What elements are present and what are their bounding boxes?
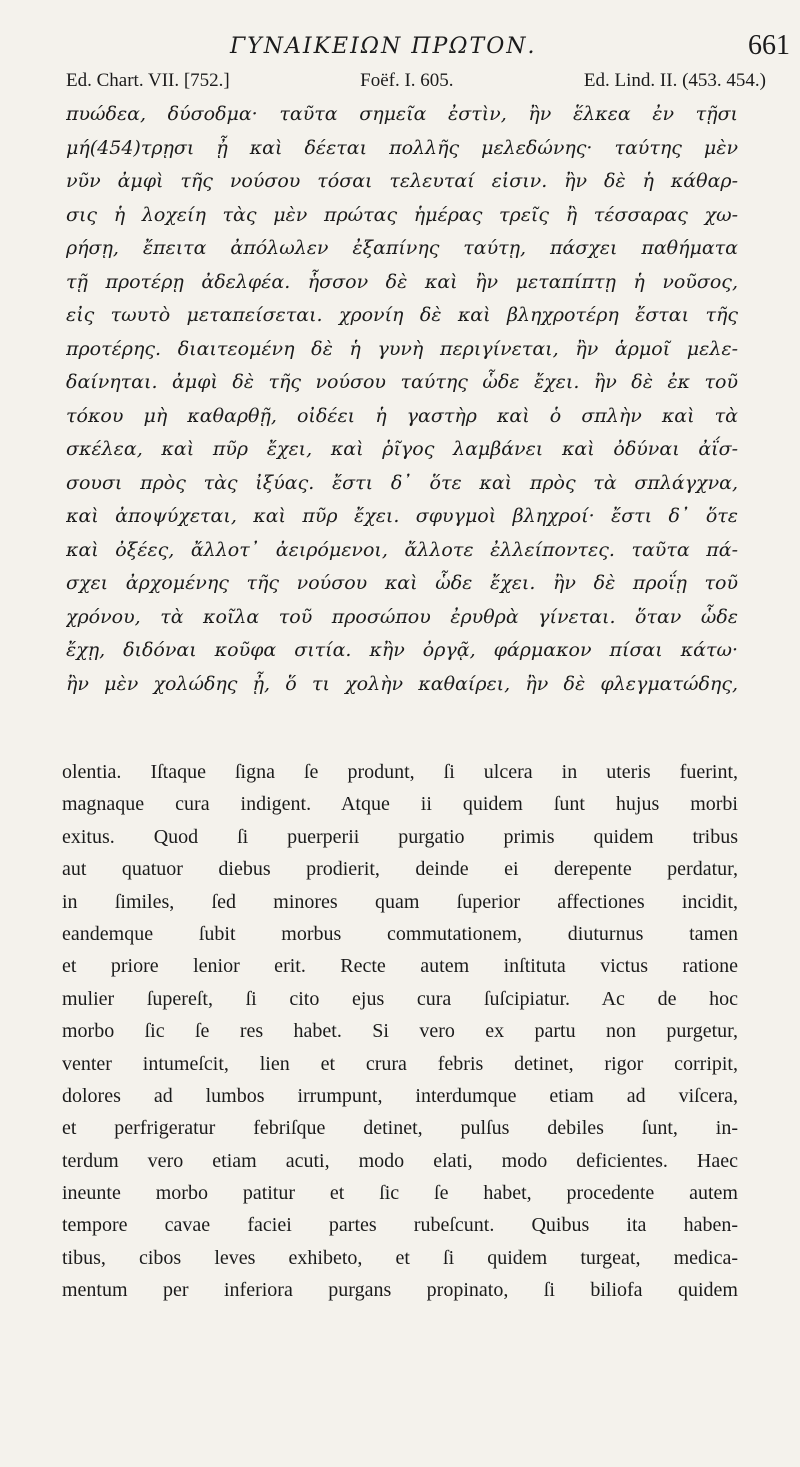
greek-line: χρόνου, τὰ κοῖλα τοῦ προσώπου ἐρυθρὰ γίνεται. ὅταν ὧδε <box>66 605 738 628</box>
greek-line: νῦν ἀμφὶ τῆς νούσου τόσαι τελευταί εἰσιν. ἢν δὲ ἡ κάθαρ- <box>66 170 738 192</box>
latin-text-block <box>62 756 738 1307</box>
edition-foes-ref: Foëf. I. 605. <box>360 70 454 91</box>
greek-text-block <box>66 98 738 701</box>
latin-line: eandemque ſubit morbus commutationem, diuturnus tamen <box>62 922 738 945</box>
greek-line: προτέρης. διαιτεομένη δὲ ἡ γυνὴ περιγίνεται, ἢν ἁρμοῖ μελε- <box>66 337 738 360</box>
greek-line: σουσι πρὸς τὰς ἰξύας. ἔστι δ᾽ ὅτε καὶ πρὸς τὰ σπλάγχνα, <box>66 471 738 494</box>
latin-line: venter intumeſcit, lien et crura febris detinet, rigor corripit, <box>62 1052 738 1075</box>
latin-line: olentia. Iſtaque ſigna ſe produnt, ſi ulcera in uteris fuerint, <box>62 761 738 783</box>
greek-line: τῇ προτέρῃ ἀδελφέα. ἧσσον δὲ καὶ ἢν μεταπίπτῃ ἡ νοῦσος, <box>66 270 738 293</box>
greek-line: δαίνηται. ἀμφὶ δὲ τῆς νούσου ταύτης ὧδε ἔχει. ἢν δὲ ἐκ τοῦ <box>66 371 738 393</box>
latin-line: magnaque cura indigent. Atque ii quidem ſunt hujus morbi <box>62 793 738 816</box>
greek-line: σις ἡ λοχείη τὰς μὲν πρώτας ἡμέρας τρεῖς ἢ τέσσαρας χω- <box>66 203 738 226</box>
edition-reference-line <box>66 70 766 92</box>
edition-chart-ref: Ed. Chart. VII. [752.] <box>66 70 230 91</box>
greek-line: καὶ ἀποψύχεται, καὶ πῦρ ἔχει. σφυγμοὶ βληχροί· ἔστι δ᾽ ὅτε <box>66 505 738 527</box>
greek-line: ρήσῃ, ἔπειτα ἀπόλωλεν ἐξαπίνης ταύτῃ, πάσχει παθήματα <box>66 237 738 259</box>
latin-line: mulier ſupereſt, ſi cito ejus cura ſuſcipiatur. Ac de hoc <box>62 987 738 1010</box>
latin-line: in ſimiles, ſed minores quam ſuperior affectiones incidit, <box>62 890 738 913</box>
latin-line: et perfrigeratur febriſque detinet, pulſus debiles ſunt, in- <box>62 1117 738 1140</box>
latin-line: morbo ſic ſe res habet. Si vero ex partu non purgetur, <box>62 1020 738 1043</box>
greek-line: εἰς τωυτὸ μεταπείσεται. χρονίη δὲ καὶ βληχροτέρη ἔσται τῆς <box>66 304 738 326</box>
greek-line: τόκου μὴ καθαρθῇ, οἰδέει ἡ γαστὴρ καὶ ὁ σπλὴν καὶ τὰ <box>66 404 738 427</box>
latin-line: et priore lenior erit. Recte autem inſtituta victus ratione <box>62 955 738 978</box>
greek-line: ἔχῃ, διδόναι κοῦφα σιτία. κἢν ὀργᾷ, φάρμακον πίσαι κάτω· <box>66 639 738 661</box>
latin-line: exitus. Quod ſi puerperii purgatio primis quidem tribus <box>62 825 738 848</box>
latin-line: aut quatuor diebus prodierit, deinde ei derepente perdatur, <box>62 858 738 881</box>
edition-lind-ref: Ed. Lind. II. (453. 454.) <box>583 70 766 91</box>
running-title: ΓΥΝΑΙΚΕΙΩΝ ΠΡΩΤΟΝ. <box>230 34 537 59</box>
greek-line: ἢν μὲν χολώδης ᾖ, ὅ τι χολὴν καθαίρει, ἢν δὲ φλεγματώδης, <box>66 672 738 695</box>
greek-line: πυώδεα, δύσοδμα· ταῦτα σημεῖα ἐστὶν, ἢν ἕλκεα ἐν τῇσι <box>66 103 738 125</box>
greek-line: καὶ ὀξέες, ἄλλοτ᾽ ἀειρόμενοι, ἄλλοτε ἐλλείποντες. ταῦτα πά- <box>66 538 738 561</box>
greek-line: σκέλεα, καὶ πῦρ ἔχει, καὶ ῥῖγος λαμβάνει καὶ ὀδύναι ἀΐσ- <box>66 438 738 460</box>
greek-line: μή(454)τρῃσι ᾖ καὶ δέεται πολλῆς μελεδώνης· ταύτης μὲν <box>66 136 738 159</box>
latin-line: tibus, cibos leves exhibeto, et ſi quidem turgeat, medica- <box>62 1246 738 1269</box>
latin-line: terdum vero etiam acuti, modo elati, modo deficientes. Haec <box>62 1149 738 1172</box>
latin-line: dolores ad lumbos irrumpunt, interdumque etiam ad viſcera, <box>62 1084 738 1107</box>
page-number: 661 <box>748 30 790 61</box>
latin-line: mentum per inferiora purgans propinato, ſi biliofa quidem <box>62 1279 738 1302</box>
latin-line: ineunte morbo patitur et ſic ſe habet, procedente autem <box>62 1182 738 1205</box>
page-header <box>60 26 790 66</box>
latin-line: tempore cavae faciei partes rubeſcunt. Quibus ita haben- <box>62 1214 738 1237</box>
greek-line: σχει ἀρχομένης τῆς νούσου καὶ ὧδε ἔχει. ἢν δὲ προΐῃ τοῦ <box>66 572 738 594</box>
